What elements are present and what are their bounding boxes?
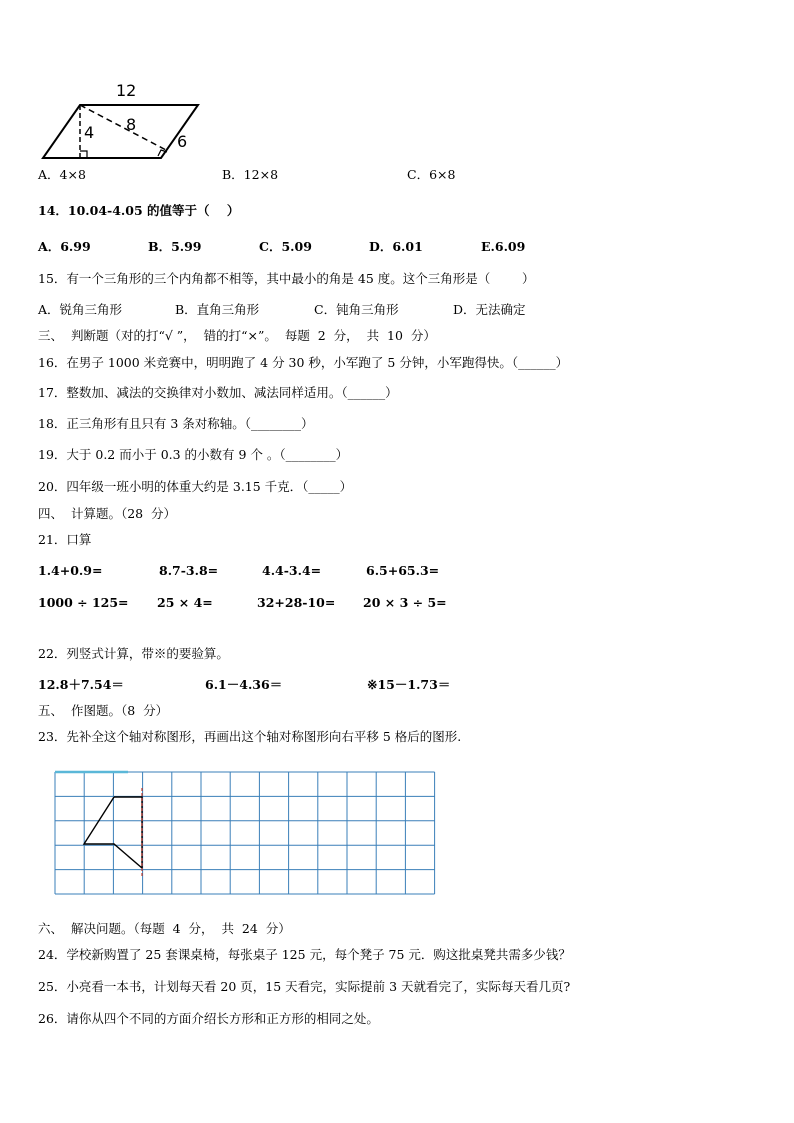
q14-stem: 14．10.04-4.05 的值等于（ ）: [38, 203, 240, 218]
q24: 24．学校新购置了 25 套课桌椅，每张桌子 125 元，每个凳子 75 元．购这批桌凳共需多少钱？: [38, 947, 571, 962]
q15-option-c: C．钝角三角形: [314, 302, 399, 317]
q13-option-c: C．6×8: [407, 167, 456, 182]
q22-item2: 6.1－4.36＝: [205, 677, 283, 692]
q25: 25．小亮看一本书，计划每天看 20 页，15 天看完，实际提前 3 天就看完了，实际每天看几页?: [38, 979, 571, 994]
q21-row1-item1: 1.4+0.9=: [38, 563, 103, 578]
q21-row1-item3: 4.4-3.4=: [262, 563, 322, 578]
q15-option-a: A．锐角三角形: [38, 302, 123, 317]
q16: 16．在男子 1000 米竞赛中，明明跑了 4 分 30 秒，小军跑了 5 分钟，小军跑得快。（______）: [38, 355, 569, 370]
q21-row2-item1: 1000 ÷ 125=: [38, 595, 129, 610]
q14-option-e: E.6.09: [481, 239, 526, 254]
section-3-heading: 三、 判断题（对的打“√ ”， 错的打“×”。 每题 2 分， 共 10 分）: [38, 328, 436, 343]
q13-option-a: A．4×8: [38, 167, 86, 182]
q14-option-d: D．6.01: [369, 239, 423, 254]
q15-option-d: D．无法确定: [453, 302, 526, 317]
q26: 26．请你从四个不同的方面介绍长方形和正方形的相同之处。: [38, 1011, 379, 1026]
q23: 23．先补全这个轴对称图形，再画出这个轴对称图形向右平移 5 格后的图形.: [38, 729, 462, 744]
q21-row2-item2: 25 × 4=: [157, 595, 213, 610]
q21-row2-item3: 32+28-10=: [257, 595, 336, 610]
q22: 22．列竖式计算，带※的要验算。: [38, 646, 229, 661]
label-side: 6: [177, 132, 188, 151]
q15-option-b: B．直角三角形: [175, 302, 260, 317]
q17: 17．整数加、减法的交换律对小数加、减法同样适用。（______）: [38, 385, 398, 400]
q13-option-b: B．12×8: [222, 167, 279, 182]
q21: 21．口算: [38, 532, 92, 547]
q14-option-c: C．5.09: [259, 239, 312, 254]
q19: 19．大于 0.2 而小于 0.3 的小数有 9 个 。（________）: [38, 447, 349, 462]
label-top: 12: [116, 81, 137, 100]
q22-item3: ※15－1.73＝: [367, 677, 451, 692]
q20: 20．四年级一班小明的体重大约是 3.15 千克．（_____）: [38, 479, 353, 494]
q21-row1-item4: 6.5+65.3=: [366, 563, 440, 578]
q14-option-a: A．6.99: [38, 239, 91, 254]
section-4-heading: 四、 计算题。（28 分）: [38, 506, 177, 521]
label-height: 4: [84, 123, 95, 142]
grid-figure: [50, 766, 440, 896]
q22-item1: 12.8＋7.54＝: [38, 677, 124, 692]
q21-row2-item4: 20 × 3 ÷ 5=: [363, 595, 447, 610]
section-5-heading: 五、 作图题。（8 分）: [38, 703, 169, 718]
q15-stem: 15．有一个三角形的三个内角都不相等，其中最小的角是 45 度。这个三角形是（ ）: [38, 271, 535, 286]
q14-option-b: B．5.99: [148, 239, 202, 254]
q21-row1-item2: 8.7-3.8=: [159, 563, 219, 578]
section-6-heading: 六、 解决问题。（每题 4 分， 共 24 分）: [38, 921, 291, 936]
parallelogram-figure: [30, 76, 230, 176]
label-diag: 8: [126, 115, 137, 134]
q18: 18．正三角形有且只有 3 条对称轴。（________）: [38, 416, 314, 431]
